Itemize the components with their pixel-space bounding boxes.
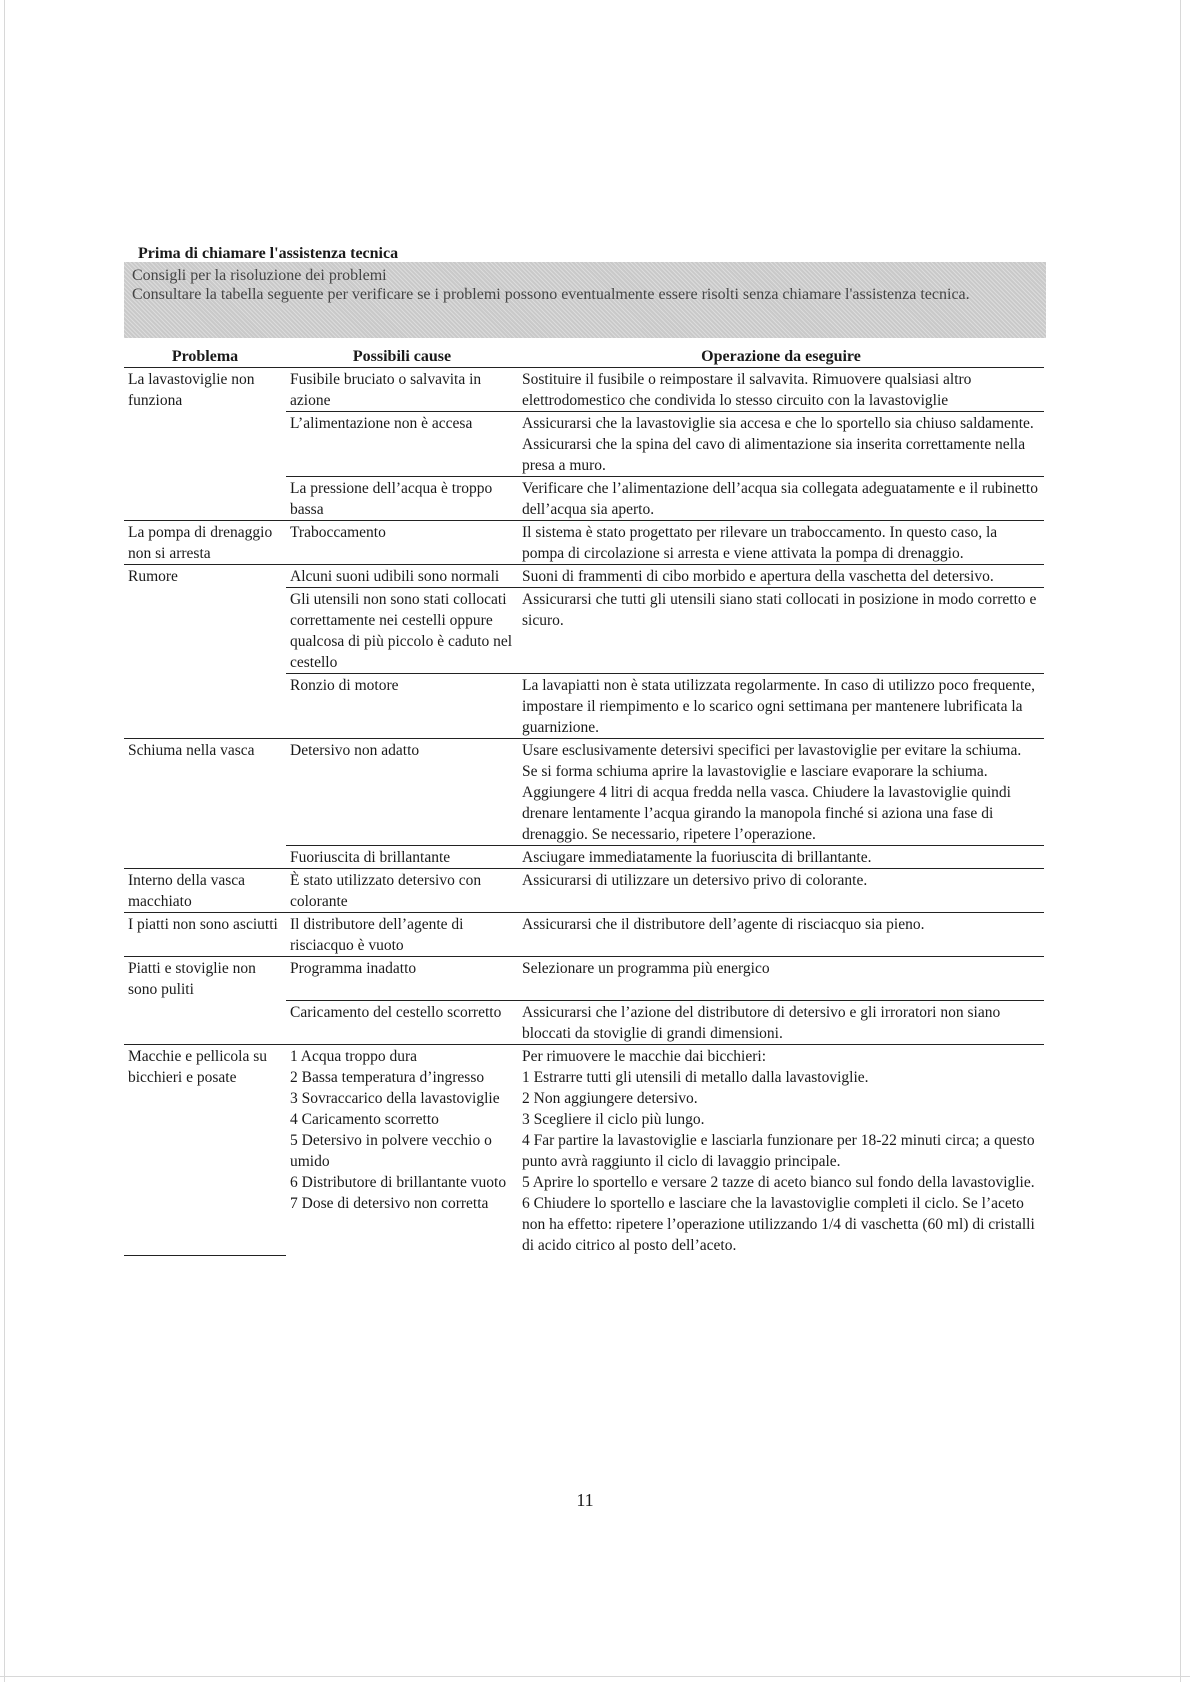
cause-line: L’alimentazione non è accesa	[290, 415, 473, 432]
cause-line: 1 Acqua troppo dura	[290, 1047, 417, 1065]
action-line: Assicurarsi che l’azione del distributore di detersivo e gli irroratori non siano bloccati da stoviglie di grandi dimensioni.	[522, 1003, 1001, 1042]
cell-cause	[286, 1044, 518, 1256]
cell-action	[518, 913, 1044, 957]
cell-cause	[286, 739, 518, 846]
page-number: 11	[576, 1490, 594, 1510]
scan-edge-left	[4, 0, 5, 1682]
cell-action	[518, 869, 1044, 913]
cell-cause	[286, 869, 518, 913]
action-line: Verificare che l’alimentazione dell’acqua sia collegata adeguatamente e il rubinetto dell’acqua sia aperto.	[522, 480, 1038, 518]
action-line: 4 Far partire la lavastoviglie e lasciarla funzionare per 18-22 minuti circa; a questo punto avrà raggiunto il ciclo di lavaggio principale.	[522, 1131, 1035, 1170]
action-line: Il sistema è stato progettato per rilevare un traboccamento. In questo caso, la pompa di circolazione si arresta e viene attivata la pompa di drenaggio.	[522, 524, 998, 562]
scan-edge-right	[1180, 0, 1181, 1682]
table-row	[124, 674, 1044, 739]
action-line: Sostituire il fusibile o reimpostare il salvavita. Rimuovere qualsiasi altro elettrodomestico che condivida lo stesso circuito con la lavastoviglie	[522, 371, 972, 409]
troubleshooting-table	[124, 345, 1044, 1256]
table-row	[124, 1000, 1044, 1044]
banner-heading: Consigli per la risoluzione dei problemi	[132, 267, 387, 284]
table-row	[124, 913, 1044, 957]
cell-problem: I piatti non sono asciutti	[124, 913, 286, 957]
cell-cause	[286, 846, 518, 869]
cause-line: Gli utensili non sono stati collocati correttamente nei cestelli oppure qualcosa di più piccolo è caduto nel cestello	[290, 591, 513, 671]
header-problem: Problema	[124, 345, 286, 368]
table-row	[124, 1044, 1044, 1256]
action-line: Assicurarsi che la lavastoviglie sia accesa e che lo sportello sia chiuso saldamente.	[522, 415, 1034, 432]
table-row	[124, 957, 1044, 1001]
cell-action	[518, 477, 1044, 521]
tips-banner	[124, 262, 1046, 338]
cause-line: Programma inadatto	[290, 960, 417, 977]
cell-cause	[286, 565, 518, 588]
cell-cause	[286, 913, 518, 957]
cell-problem: Rumore	[128, 568, 178, 585]
cause-line: Detersivo non adatto	[290, 742, 420, 759]
cell-action	[518, 412, 1044, 477]
cause-line: 2 Bassa temperatura d’ingresso	[290, 1068, 485, 1086]
cell-problem	[124, 477, 286, 521]
cause-line: La pressione dell’acqua è troppo bassa	[290, 480, 493, 518]
table-row	[124, 412, 1044, 477]
table-body	[124, 368, 1044, 1256]
cell-action	[518, 1044, 1044, 1256]
action-line: 3 Scegliere il ciclo più lungo.	[522, 1110, 705, 1128]
action-line: Assicurarsi di utilizzare un detersivo privo di colorante.	[522, 872, 868, 889]
table-row	[124, 588, 1044, 674]
cause-line: 7 Dose di detersivo non corretta	[290, 1194, 489, 1212]
banner-text: Consultare la tabella seguente per verificare se i problemi possono eventualmente essere risolti senza chiamare l'assistenza tecnica.	[132, 286, 970, 303]
action-line: 6 Chiudere lo sportello e lasciare che la lavastoviglie completi il ciclo. Se l’aceto non ha effetto: ripetere l’operazione utilizzando 1/4 di vaschetta (60 ml) di cristalli di acido citrico al posto dell’aceto.	[522, 1194, 1035, 1254]
cell-problem	[124, 1000, 286, 1044]
cell-action	[518, 521, 1044, 565]
cell-action	[518, 674, 1044, 739]
action-line: Suoni di frammenti di cibo morbido e apertura della vaschetta del detersivo.	[522, 568, 994, 585]
cause-line: 3 Sovraccarico della lavastoviglie	[290, 1089, 500, 1107]
table-row	[124, 739, 1044, 846]
cause-line: Fuoriuscita di brillantante	[290, 849, 451, 866]
section-title: Prima di chiamare l'assistenza tecnica	[138, 245, 399, 262]
action-line: Assicurarsi che la spina del cavo di alimentazione sia inserita correttamente nella presa a muro.	[522, 436, 1026, 474]
cell-problem	[124, 412, 286, 477]
action-line: La lavapiatti non è stata utilizzata regolarmente. In caso di utilizzo poco frequente, impostare il riempimento e lo scarico ogni settimana per mantenere lubrificata la guarnizione.	[522, 677, 1036, 736]
cause-line: 6 Distributore di brillantante vuoto	[290, 1173, 507, 1191]
action-line: Selezionare un programma più energico	[522, 960, 770, 977]
cell-problem: Schiuma nella vasca	[128, 742, 255, 759]
table-row	[124, 869, 1044, 913]
action-line: Usare esclusivamente detersivi specifici per lavastoviglie per evitare la schiuma.	[522, 742, 1022, 759]
action-line: Assicurarsi che il distributore dell’agente di risciacquo sia pieno.	[522, 916, 925, 933]
cell-problem	[124, 674, 286, 739]
header-causes: Possibili cause	[286, 345, 518, 368]
action-line: 5 Aprire lo sportello e versare 2 tazze di aceto bianco sul fondo della lavastoviglie.	[522, 1173, 1035, 1191]
cell-cause	[286, 674, 518, 739]
cause-line: È stato utilizzato detersivo con colorante	[290, 872, 482, 910]
cell-action	[518, 368, 1044, 412]
action-line: Aggiungere 4 litri di acqua fredda nella vasca. Chiudere la lavastoviglie quindi drenare lentamente l’acqua girando la manopola finché si aziona una fase di drenaggio. Se necessario, ripetere l’operazione.	[522, 784, 1011, 843]
action-line: Se si forma schiuma aprire la lavastoviglie e lasciare evaporare la schiuma.	[522, 763, 988, 780]
cell-cause	[286, 588, 518, 674]
action-line: Asciugare immediatamente la fuoriuscita di brillantante.	[522, 849, 872, 866]
cell-cause	[286, 521, 518, 565]
action-line: Per rimuovere le macchie dai bicchieri:	[522, 1047, 767, 1065]
cause-line: Caricamento del cestello scorretto	[290, 1003, 502, 1021]
cell-action	[518, 1000, 1044, 1044]
action-line: 1 Estrarre tutti gli utensili di metallo dalla lavastoviglie.	[522, 1068, 869, 1086]
cell-problem	[124, 846, 286, 869]
cause-line: Il distributore dell’agente di risciacquo è vuoto	[290, 916, 464, 954]
cell-action	[518, 588, 1044, 674]
cell-action	[518, 739, 1044, 846]
cell-cause	[286, 412, 518, 477]
cell-problem: La lavastoviglie non funziona	[128, 371, 255, 409]
table-row	[124, 521, 1044, 565]
cell-problem: La pompa di drenaggio non si arresta	[124, 521, 286, 565]
table-row	[124, 368, 1044, 412]
table-row	[124, 565, 1044, 588]
cause-line: Fusibile bruciato o salvavita in azione	[290, 371, 482, 409]
action-line: 2 Non aggiungere detersivo.	[522, 1089, 698, 1107]
action-line: Assicurarsi che tutti gli utensili siano stati collocati in posizione in modo corretto e sicuro.	[522, 591, 1037, 629]
cell-problem: Macchie e pellicola su bicchieri e posate	[124, 1044, 286, 1256]
scan-edge-bottom	[0, 1676, 1190, 1677]
cell-cause	[286, 477, 518, 521]
cell-cause	[286, 1000, 518, 1044]
cause-line: 4 Caricamento scorretto	[290, 1110, 439, 1128]
cell-problem: Piatti e stoviglie non sono puliti	[128, 960, 256, 998]
cause-line: Ronzio di motore	[290, 677, 399, 694]
cause-line: 5 Detersivo in polvere vecchio o umido	[290, 1131, 492, 1170]
cell-cause	[286, 368, 518, 412]
table-row	[124, 846, 1044, 869]
cell-action	[518, 565, 1044, 588]
cell-action	[518, 957, 1044, 1001]
cause-line: Traboccamento	[290, 524, 386, 541]
cell-problem	[124, 588, 286, 674]
cell-cause	[286, 957, 518, 1001]
table-header-row	[124, 345, 1044, 368]
cell-problem: Interno della vasca macchiato	[124, 869, 286, 913]
table-row	[124, 477, 1044, 521]
cause-line: Alcuni suoni udibili sono normali	[290, 568, 500, 585]
header-action: Operazione da eseguire	[518, 345, 1044, 368]
cell-action	[518, 846, 1044, 869]
